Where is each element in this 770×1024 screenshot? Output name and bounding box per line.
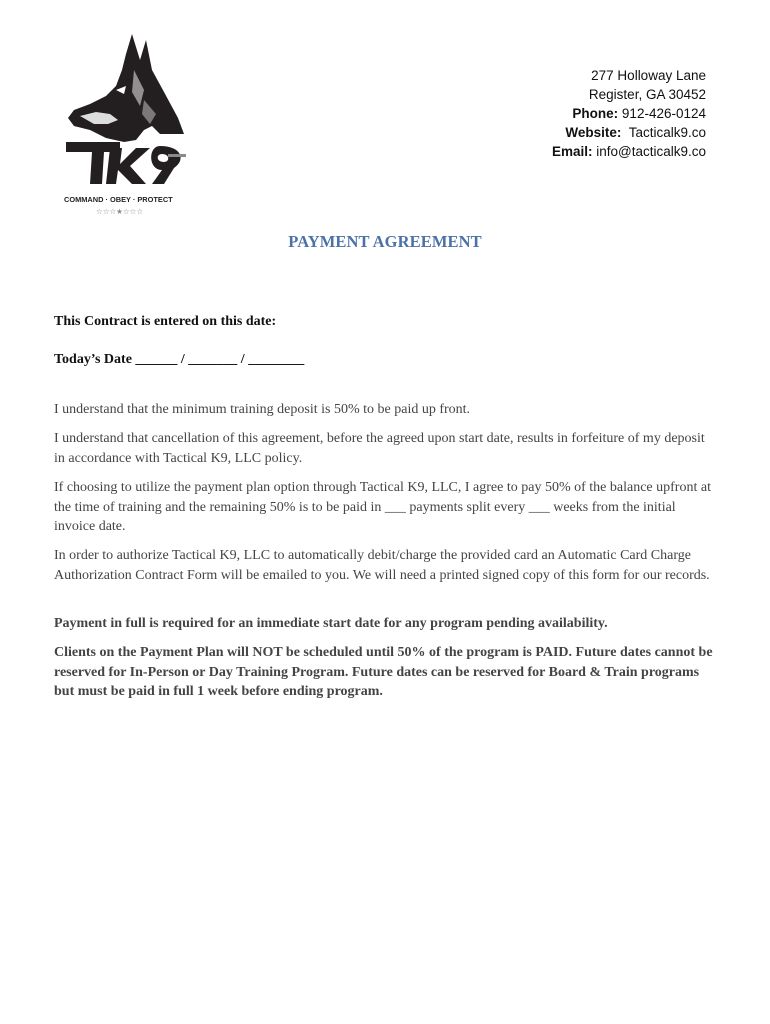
website-value[interactable]: Tacticalk9.co [628,125,706,140]
german-shepherd-icon [60,30,200,220]
contact-block [406,66,706,161]
logo-tagline: COMMAND · OBEY · PROTECT [64,195,173,204]
phone-row [406,104,706,123]
paragraph-deposit: I understand that the minimum training deposit is 50% to be paid up front. [54,402,471,417]
address-line-1: 277 Holloway Lane [591,68,706,83]
phone-value: 912-426-0124 [621,106,706,121]
website-row [406,123,706,142]
email-label: Email: [551,144,593,159]
paragraph-authorization: In order to authorize Tactical K9, LLC to automatically debit/charge the provided card an Automatic Card Charge Authorization Contract Form will be emailed to you. We will need a printed signed copy of this form for our records. [54,548,710,583]
contract-date-line: This Contract is entered on this date: [54,314,277,329]
email-value[interactable]: info@tacticalk9.co [596,144,706,159]
document-title: PAYMENT AGREEMENT [288,232,482,251]
paragraph-payment-plan: If choosing to utilize the payment plan option through Tactical K9, LLC, I agree to pay 50% of the balance upfront at the time of training and the remaining 50% is to be paid in ___ payments split every ___ weeks from the initial invoice date. [54,480,711,534]
logo-stars: ☆☆☆★☆☆☆ [96,207,144,216]
phone-label: Phone: [572,106,619,121]
paragraph-cancellation: I understand that cancellation of this agreement, before the agreed upon start date, results in forfeiture of my deposit in accordance with Tactical K9, LLC policy. [54,431,705,466]
paragraph-payment-in-full: Payment in full is required for an immediate start date for any program pending availability. [54,616,608,631]
address-line-2: Register, GA 30452 [588,87,706,102]
todays-date-line: Today’s Date ______ / _______ / ________ [54,352,305,367]
tactical-k9-logo [60,30,200,220]
paragraph-clients-payment-plan: Clients on the Payment Plan will NOT be scheduled until 50% of the program is PAID. Future dates cannot be reserved for In-Person or Day Training Program. Future dates can be reserved for Board & Train programs but must be paid in full 1 week before ending program. [54,645,713,699]
website-label: Website: [565,125,622,140]
email-row [406,142,706,161]
